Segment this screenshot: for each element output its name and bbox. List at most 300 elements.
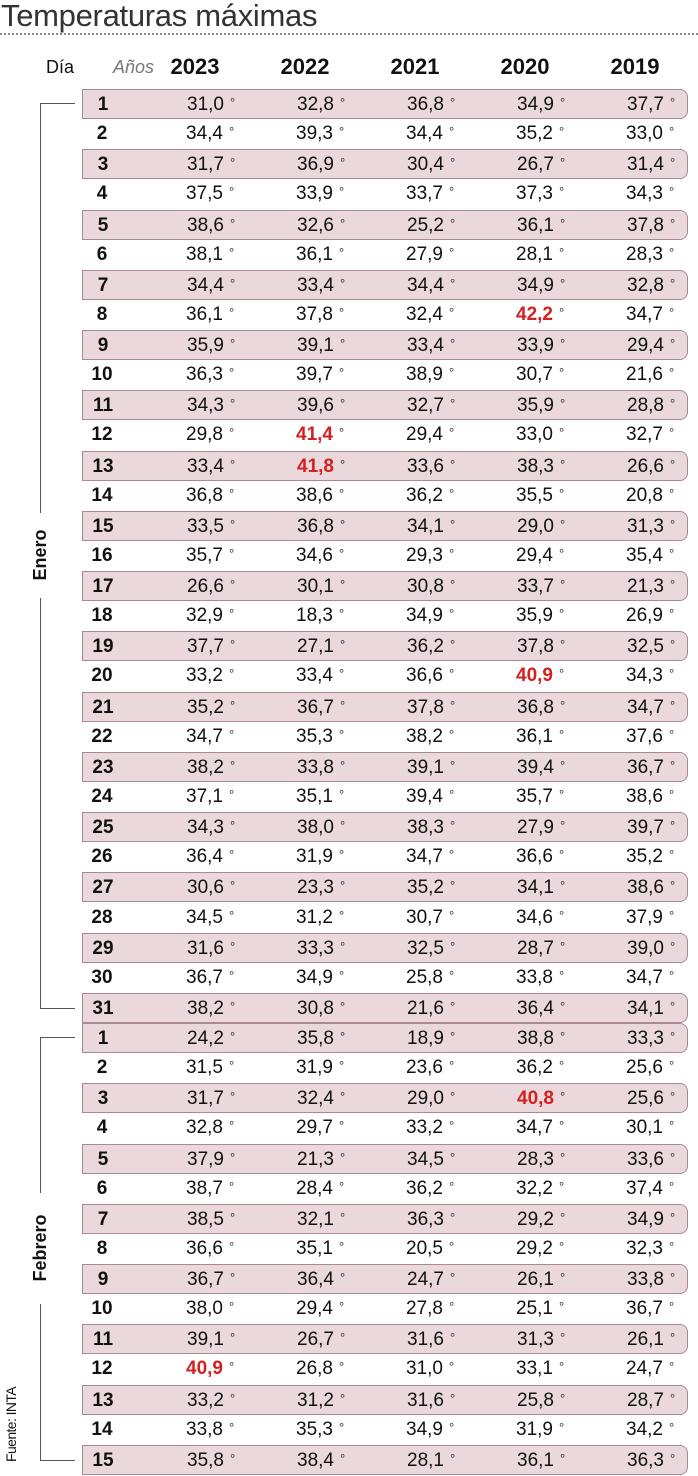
temperature-value: 38,7	[186, 1177, 223, 1199]
temperature-value: 34,4	[186, 123, 223, 145]
day-number: 12	[91, 424, 113, 446]
degree-symbol: °	[340, 637, 346, 653]
temperature-value: 31,4	[627, 154, 664, 176]
degree-symbol: °	[229, 425, 235, 441]
degree-symbol: °	[339, 666, 345, 682]
degree-symbol: °	[449, 365, 455, 381]
temperature-value: 32,7	[407, 395, 444, 417]
day-number: 16	[91, 544, 113, 566]
temperature-value: 33,2	[187, 1389, 224, 1411]
degree-symbol: °	[449, 1118, 455, 1134]
temperature-value: 25,6	[626, 1057, 663, 1079]
table-row	[82, 511, 688, 541]
temperature-value: 33,3	[627, 1028, 664, 1050]
day-number: 1	[97, 94, 109, 115]
degree-symbol: °	[560, 697, 566, 713]
bracket-line	[40, 103, 41, 513]
table-row	[82, 722, 688, 752]
degree-symbol: °	[230, 1450, 236, 1466]
degree-symbol: °	[670, 275, 676, 291]
degree-symbol: °	[669, 485, 675, 501]
degree-symbol: °	[230, 1330, 236, 1346]
temperature-value: 35,7	[186, 544, 223, 566]
temperature-value: 32,7	[626, 424, 663, 446]
day-number: 9	[97, 1269, 109, 1291]
temperature-value: 34,7	[626, 303, 663, 325]
temperature-value: 30,7	[406, 906, 443, 928]
table-row	[82, 1053, 688, 1083]
degree-symbol: °	[340, 1450, 346, 1466]
degree-symbol: °	[670, 155, 676, 171]
degree-symbol: °	[669, 847, 675, 863]
day-number: 23	[92, 756, 114, 778]
day-number: 24	[91, 785, 113, 807]
degree-symbol: °	[449, 244, 455, 260]
degree-symbol: °	[559, 666, 565, 682]
degree-symbol: °	[669, 1118, 675, 1134]
degree-symbol: °	[669, 184, 675, 200]
degree-symbol: °	[669, 666, 675, 682]
temperature-value: 36,7	[627, 756, 664, 778]
day-number: 5	[97, 214, 109, 236]
temperature-value: 36,7	[626, 1298, 663, 1320]
temperature-value: 33,6	[627, 1148, 664, 1170]
table-row	[82, 179, 688, 209]
degree-symbol: °	[229, 124, 235, 140]
temperature-value: 25,8	[406, 966, 443, 988]
degree-symbol: °	[560, 1390, 566, 1406]
degree-symbol: °	[229, 1238, 235, 1254]
temperature-value: 33,4	[296, 665, 333, 687]
degree-symbol: °	[449, 545, 455, 561]
degree-symbol: °	[559, 485, 565, 501]
temperature-value: 36,1	[186, 303, 223, 325]
temperature-value: 28,3	[626, 243, 663, 265]
temperature-value: 35,3	[296, 1418, 333, 1440]
table-row	[82, 300, 688, 330]
degree-symbol: °	[339, 1178, 345, 1194]
temperature-value: 31,9	[516, 1418, 553, 1440]
degree-symbol: °	[560, 155, 566, 171]
temperature-value: 36,4	[517, 997, 554, 1019]
temperature-value: 29,0	[517, 515, 554, 537]
temperature-value: 38,2	[187, 756, 224, 778]
degree-symbol: °	[560, 878, 566, 894]
table-row	[82, 1083, 688, 1113]
temperature-value: 33,8	[627, 1269, 664, 1291]
degree-symbol: °	[340, 1209, 346, 1225]
degree-symbol: °	[670, 516, 676, 532]
table-row	[82, 390, 688, 420]
day-number: 7	[97, 1208, 109, 1230]
degree-symbol: °	[450, 757, 456, 773]
temperature-value: 37,8	[296, 303, 333, 325]
temperature-value: 32,3	[626, 1237, 663, 1259]
day-number: 13	[92, 1389, 114, 1411]
temperature-value: 18,9	[407, 1028, 444, 1050]
temperature-value: 26,7	[517, 154, 554, 176]
degree-symbol: °	[670, 938, 676, 954]
degree-symbol: °	[449, 425, 455, 441]
temperature-value: 34,7	[626, 966, 663, 988]
degree-symbol: °	[559, 545, 565, 561]
degree-symbol: °	[230, 396, 236, 412]
temperature-value: 34,3	[626, 183, 663, 205]
temperature-value: 35,9	[517, 395, 554, 417]
temperature-value: 26,7	[297, 1329, 334, 1351]
degree-symbol: °	[449, 847, 455, 863]
temperature-value: 23,3	[297, 877, 334, 899]
degree-symbol: °	[450, 938, 456, 954]
temperature-value: 25,6	[627, 1088, 664, 1110]
degree-symbol: °	[560, 1330, 566, 1346]
degree-symbol: °	[229, 1178, 235, 1194]
degree-symbol: °	[670, 998, 676, 1014]
degree-symbol: °	[559, 1058, 565, 1074]
degree-symbol: °	[229, 606, 235, 622]
temperature-value: 38,0	[186, 1298, 223, 1320]
temperature-value: 31,3	[517, 1329, 554, 1351]
degree-symbol: °	[229, 1299, 235, 1315]
temperature-value: 30,1	[297, 576, 334, 598]
temperature-value: 36,6	[516, 846, 553, 868]
degree-symbol: °	[669, 967, 675, 983]
temperature-value: 25,1	[516, 1298, 553, 1320]
table-row	[82, 963, 688, 993]
degree-symbol: °	[230, 1149, 236, 1165]
temperature-value: 31,5	[186, 1057, 223, 1079]
day-number: 20	[91, 665, 113, 687]
day-number: 30	[91, 966, 113, 988]
degree-symbol: °	[450, 275, 456, 291]
year-header-2021: 2021	[390, 54, 440, 79]
degree-symbol: °	[449, 726, 455, 742]
temperature-value: 26,6	[627, 455, 664, 477]
temperature-value: 36,1	[516, 725, 553, 747]
table-row	[82, 1234, 688, 1264]
degree-symbol: °	[449, 786, 455, 802]
table-row	[82, 903, 688, 933]
temperature-value: 37,8	[627, 214, 664, 236]
degree-symbol: °	[450, 456, 456, 472]
degree-symbol: °	[450, 1270, 456, 1286]
table-row	[82, 541, 688, 571]
degree-symbol: °	[339, 425, 345, 441]
degree-symbol: °	[669, 1178, 675, 1194]
temperature-value: 34,2	[626, 1418, 663, 1440]
temperature-value: 34,6	[516, 906, 553, 928]
temperature-value: 20,5	[406, 1237, 443, 1259]
day-number: 3	[97, 154, 109, 176]
table-row	[82, 1385, 688, 1415]
table-row	[82, 1023, 688, 1053]
day-number: 4	[96, 1117, 108, 1139]
degree-symbol: °	[449, 124, 455, 140]
degree-symbol: °	[449, 1359, 455, 1375]
degree-symbol: °	[669, 726, 675, 742]
degree-symbol: °	[670, 1330, 676, 1346]
temperature-value: 33,7	[406, 183, 443, 205]
day-number: 11	[92, 395, 114, 417]
temperature-value: 35,3	[296, 725, 333, 747]
day-number: 22	[91, 725, 113, 747]
temperature-value: 34,4	[406, 123, 443, 145]
temperature-value: 34,1	[407, 515, 444, 537]
temperature-value: 21,3	[297, 1148, 334, 1170]
temperature-value: 20,8	[626, 484, 663, 506]
degree-symbol: °	[669, 425, 675, 441]
temperature-value: 37,4	[626, 1177, 663, 1199]
degree-symbol: °	[450, 516, 456, 532]
temperature-value: 27,9	[406, 243, 443, 265]
bracket-bottom	[40, 1460, 75, 1461]
temperature-value: 37,8	[407, 696, 444, 718]
day-number: 25	[92, 817, 114, 839]
temperature-value: 37,8	[517, 636, 554, 658]
degree-symbol: °	[229, 365, 235, 381]
degree-symbol: °	[449, 485, 455, 501]
temperature-value: 28,4	[296, 1177, 333, 1199]
table-row	[82, 1415, 688, 1445]
temperature-value: 34,4	[187, 274, 224, 296]
day-number: 9	[97, 335, 109, 357]
degree-symbol: °	[450, 1089, 456, 1105]
degree-symbol: °	[450, 95, 456, 110]
year-header-2022: 2022	[280, 54, 330, 79]
degree-symbol: °	[449, 606, 455, 622]
temperature-value: 34,7	[406, 846, 443, 868]
temperature-value: 38,3	[517, 455, 554, 477]
degree-symbol: °	[230, 577, 236, 593]
degree-symbol: °	[449, 666, 455, 682]
degree-symbol: °	[450, 577, 456, 593]
bracket-bottom	[40, 1008, 75, 1009]
table-row	[82, 330, 688, 360]
temperature-value: 38,3	[407, 817, 444, 839]
temperature-value: 35,2	[626, 846, 663, 868]
temperature-value: 36,7	[297, 696, 334, 718]
temperature-value: 33,8	[297, 756, 334, 778]
table-row	[82, 119, 688, 149]
degree-symbol: °	[560, 1209, 566, 1225]
temperature-value: 33,4	[297, 274, 334, 296]
temperature-value: 37,9	[626, 906, 663, 928]
degree-symbol: °	[450, 215, 456, 231]
temperature-value: 29,2	[516, 1237, 553, 1259]
bracket-line	[40, 1304, 41, 1460]
temperature-value: 29,2	[517, 1208, 554, 1230]
temperature-value: 24,2	[187, 1028, 224, 1050]
temperature-value: 39,6	[297, 395, 334, 417]
degree-symbol: °	[339, 786, 345, 802]
degree-symbol: °	[449, 1058, 455, 1074]
temperature-value: 35,7	[516, 785, 553, 807]
temperature-value: 29,4	[516, 544, 553, 566]
temperature-value: 32,1	[297, 1208, 334, 1230]
table-row	[82, 842, 688, 872]
temperature-value: 34,1	[627, 997, 664, 1019]
degree-symbol: °	[669, 1419, 675, 1435]
temperature-value: 33,9	[517, 335, 554, 357]
day-number: 31	[92, 997, 114, 1019]
degree-symbol: °	[339, 726, 345, 742]
bracket-line	[40, 598, 41, 1008]
degree-symbol: °	[670, 1450, 676, 1466]
degree-symbol: °	[669, 786, 675, 802]
table-row	[82, 933, 688, 963]
year-header-2020: 2020	[500, 54, 550, 79]
temperature-value: 37,7	[187, 636, 224, 658]
temperature-value: 32,4	[406, 303, 443, 325]
day-number: 21	[92, 696, 114, 718]
day-number: 7	[97, 274, 109, 296]
degree-symbol: °	[340, 1390, 346, 1406]
degree-symbol: °	[340, 998, 346, 1014]
temperature-value: 38,6	[626, 785, 663, 807]
temperature-value: 29,4	[406, 424, 443, 446]
temperature-value: 21,6	[407, 997, 444, 1019]
degree-symbol: °	[450, 1149, 456, 1165]
table-row	[82, 631, 688, 661]
temperature-value: 34,5	[186, 906, 223, 928]
day-number: 15	[92, 515, 114, 537]
temperature-value: 32,4	[297, 1088, 334, 1110]
degree-symbol: °	[340, 757, 346, 773]
source-note: Fuente: INTA	[3, 1386, 19, 1462]
temperature-value: 24,7	[626, 1358, 663, 1380]
degree-symbol: °	[340, 577, 346, 593]
degree-symbol: °	[450, 637, 456, 653]
temperature-value: 34,9	[517, 274, 554, 296]
day-number: 28	[91, 906, 113, 928]
temperature-value: 33,4	[187, 455, 224, 477]
degree-symbol: °	[339, 967, 345, 983]
year-header-2023: 2023	[170, 54, 220, 79]
temperature-value: 34,4	[407, 274, 444, 296]
degree-symbol: °	[340, 396, 346, 412]
degree-symbol: °	[229, 1118, 235, 1134]
degree-symbol: °	[230, 1209, 236, 1225]
degree-symbol: °	[450, 998, 456, 1014]
temperature-value: 38,6	[627, 877, 664, 899]
degree-symbol: °	[559, 425, 565, 441]
temperature-value: 34,6	[296, 544, 333, 566]
temperature-value: 33,2	[186, 665, 223, 687]
temperature-value: 36,2	[516, 1057, 553, 1079]
day-number: 2	[96, 123, 108, 145]
degree-symbol: °	[450, 1029, 456, 1045]
degree-symbol: °	[560, 998, 566, 1014]
temperature-value: 28,7	[627, 1389, 664, 1411]
temperature-value: 28,1	[407, 1449, 444, 1471]
day-number: 29	[92, 937, 114, 959]
temperature-value: 32,5	[627, 636, 664, 658]
temperature-value: 31,3	[627, 515, 664, 537]
degree-symbol: °	[669, 1359, 675, 1375]
temperature-value: 34,5	[407, 1148, 444, 1170]
degree-symbol: °	[670, 1149, 676, 1165]
temperature-value: 40,9	[186, 1358, 223, 1380]
temperature-value: 26,1	[627, 1329, 664, 1351]
table-row	[82, 360, 688, 390]
degree-symbol: °	[559, 847, 565, 863]
degree-symbol: °	[230, 95, 236, 110]
temperature-value: 35,1	[296, 1237, 333, 1259]
degree-symbol: °	[560, 396, 566, 412]
temperature-value: 31,7	[187, 154, 224, 176]
day-number: 27	[92, 877, 114, 899]
table-row	[82, 661, 688, 691]
month-label-enero: Enero	[30, 529, 50, 581]
day-number: 18	[91, 605, 113, 627]
temperature-value: 33,0	[626, 123, 663, 145]
temperature-value: 34,9	[406, 1418, 443, 1440]
degree-symbol: °	[339, 244, 345, 260]
table-row	[82, 481, 688, 511]
degree-symbol: °	[560, 1029, 566, 1045]
degree-symbol: °	[560, 516, 566, 532]
degree-symbol: °	[229, 726, 235, 742]
temperature-value: 38,2	[187, 997, 224, 1019]
temperature-value: 36,3	[407, 1208, 444, 1230]
degree-symbol: °	[229, 1419, 235, 1435]
degree-symbol: °	[339, 1359, 345, 1375]
table-row	[82, 1445, 688, 1475]
temperature-value: 34,3	[187, 395, 224, 417]
degree-symbol: °	[340, 818, 346, 834]
degree-symbol: °	[230, 1390, 236, 1406]
degree-symbol: °	[340, 1029, 346, 1045]
degree-symbol: °	[449, 967, 455, 983]
temperature-value: 32,9	[186, 605, 223, 627]
day-number: 8	[96, 1237, 108, 1259]
degree-symbol: °	[339, 124, 345, 140]
degree-symbol: °	[340, 1149, 346, 1165]
temperature-value: 33,5	[187, 515, 224, 537]
temperature-value: 36,4	[186, 846, 223, 868]
years-header-label: Años	[113, 57, 155, 77]
degree-symbol: °	[559, 304, 565, 320]
degree-symbol: °	[560, 577, 566, 593]
temperature-value: 36,8	[297, 515, 334, 537]
degree-symbol: °	[559, 1359, 565, 1375]
degree-symbol: °	[559, 1299, 565, 1315]
degree-symbol: °	[230, 336, 236, 352]
day-number: 5	[97, 1148, 109, 1170]
day-number: 14	[91, 1418, 113, 1440]
degree-symbol: °	[450, 1209, 456, 1225]
temperature-value: 28,8	[627, 395, 664, 417]
temperature-value: 36,9	[297, 154, 334, 176]
degree-symbol: °	[670, 637, 676, 653]
temperature-value: 42,2	[516, 303, 553, 325]
temperature-value: 36,2	[407, 636, 444, 658]
temperature-value: 31,9	[296, 846, 333, 868]
degree-symbol: °	[340, 1270, 346, 1286]
degree-symbol: °	[670, 1390, 676, 1406]
degree-symbol: °	[670, 1270, 676, 1286]
temperature-value: 30,1	[626, 1117, 663, 1139]
temperature-value: 31,9	[296, 1057, 333, 1079]
temperature-value: 38,9	[406, 364, 443, 386]
table-row	[82, 1204, 688, 1234]
bracket-line	[40, 1037, 41, 1193]
temperature-value: 33,2	[406, 1117, 443, 1139]
temperature-value: 30,8	[297, 997, 334, 1019]
temperature-value: 31,0	[187, 94, 224, 115]
temperature-value: 28,3	[517, 1148, 554, 1170]
temperature-value: 29,8	[186, 424, 223, 446]
